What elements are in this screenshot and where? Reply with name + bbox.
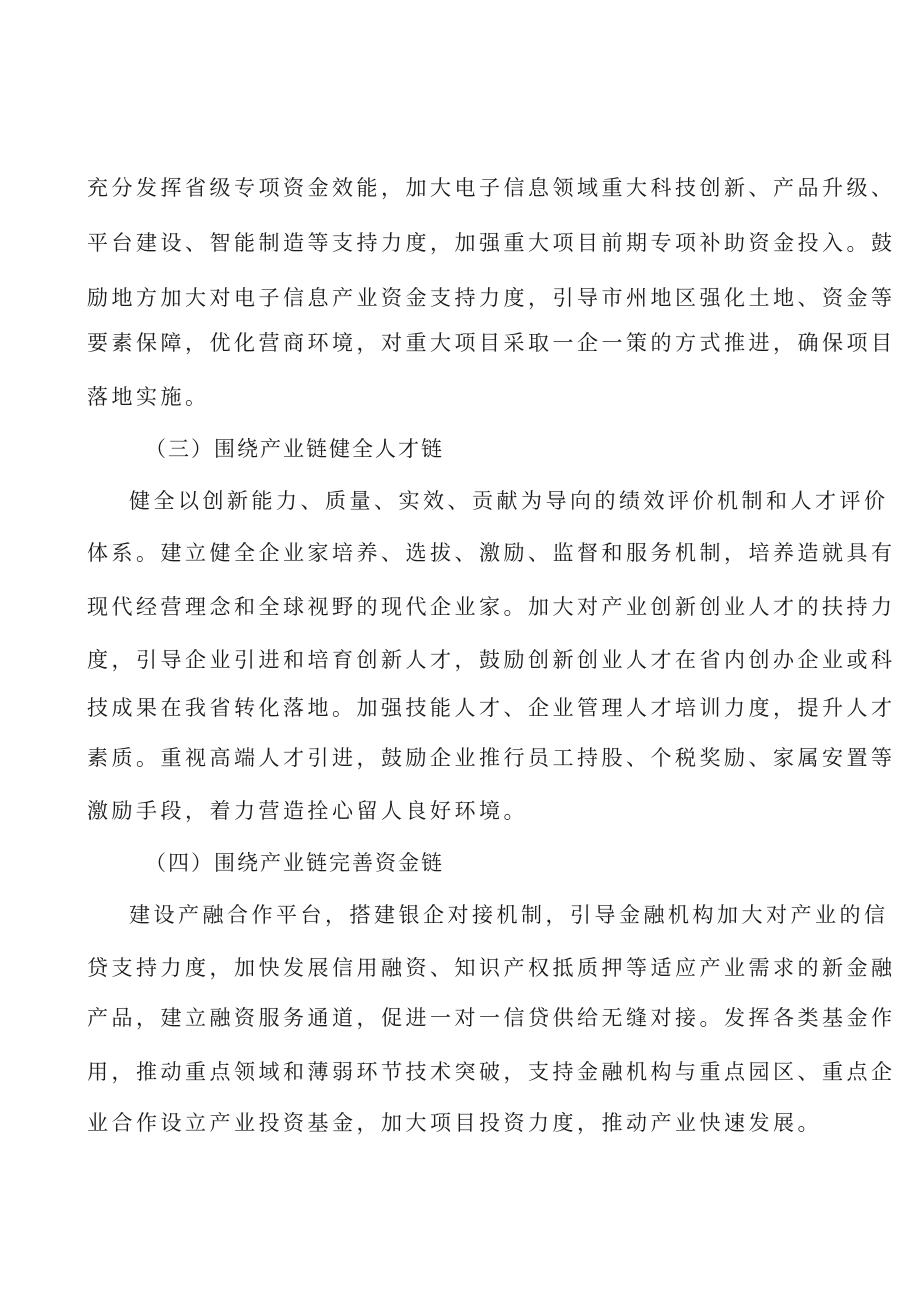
paragraph-1-line: 励地方加大对电子信息产业资金支持力度，引导市州地区强化土地、资金等 <box>87 286 896 310</box>
paragraph-3-line: 建设产融合作平台，搭建银企对接机制，引导金融机构加大对产业的信 <box>129 903 889 927</box>
section-heading-3: （三）围绕产业链健全人才链 <box>145 437 444 461</box>
paragraph-2-line: 健全以创新能力、质量、实效、贡献为导向的绩效评价机制和人才评价 <box>129 489 889 513</box>
section-heading-4: （四）围绕产业链完善资金链 <box>145 851 444 875</box>
paragraph-1-line: 充分发挥省级专项资金效能，加大电子信息领域重大科技创新、产品升级、 <box>87 176 896 200</box>
paragraph-2-line: 度，引导企业引进和培育创新人才，鼓励创新创业人才在省内创办企业或科 <box>87 648 896 672</box>
paragraph-3-line: 贷支持力度，加快发展信用融资、知识产权抵质押等适应产业需求的新金融 <box>87 956 896 980</box>
paragraph-3-line: 用，推动重点领域和薄弱环节技术突破，支持金融机构与重点园区、重点企 <box>87 1060 896 1084</box>
paragraph-2-line: 体系。建立健全企业家培养、选拔、激励、监督和服务机制，培养造就具有 <box>87 541 896 565</box>
paragraph-2-line: 技成果在我省转化落地。加强技能人才、企业管理人才培训力度，提升人才 <box>87 696 896 720</box>
paragraph-2-line: 激励手段，着力营造拴心留人良好环境。 <box>87 799 528 823</box>
paragraph-1-line: 平台建设、智能制造等支持力度，加强重大项目前期专项补助资金投入。鼓 <box>87 231 896 255</box>
paragraph-1-line: 要素保障，优化营商环境，对重大项目采取一企一策的方式推进，确保项目 <box>87 331 896 355</box>
paragraph-3-line: 产品，建立融资服务通道，促进一对一信贷供给无缝对接。发挥各类基金作 <box>87 1006 896 1030</box>
paragraph-1-line: 落地实施。 <box>87 385 210 409</box>
paragraph-3-line: 业合作设立产业投资基金，加大项目投资力度，推动产业快速发展。 <box>87 1111 822 1135</box>
paragraph-2-line: 素质。重视高端人才引进，鼓励企业推行员工持股、个税奖励、家属安置等 <box>87 746 896 770</box>
paragraph-2-line: 现代经营理念和全球视野的现代企业家。加大对产业创新创业人才的扶持力 <box>87 595 896 619</box>
